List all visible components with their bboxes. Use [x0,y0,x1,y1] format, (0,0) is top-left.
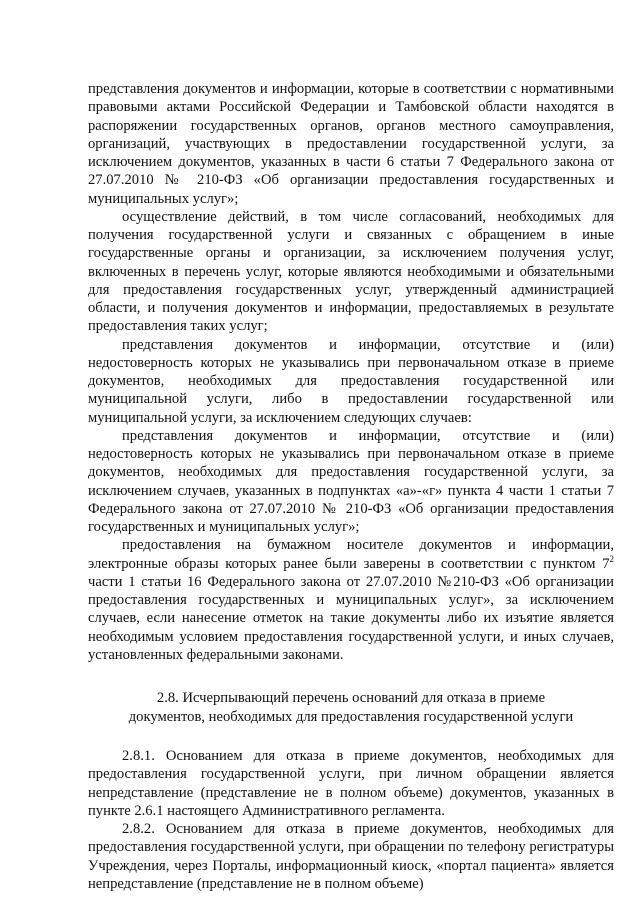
paragraph-documents-exceptions: представления документов и информации, отсутствие и (или) недостоверность которых не указывались при первоначальном отказе в приеме документов, необходимых для предоставления государственной услуги, за исключением случаев, указанных в подпунктах «а»-«г» пункта 4 части 1 статьи 7 Федерального закона от 27.07.2010 № 210-ФЗ «Об организации предоставления государственных и муниципальных услуг»; [88,427,614,535]
paragraph-documents-refusal: представления документов и информации, отсутствие и (или) недостоверность которых не указывались при первоначальном отказе в приеме документов, необходимых для предоставления государственной или муниципальной услуги, либо в предоставлении государственной или муниципальной услуги, за исключением следующих случаев: [88,336,614,426]
paragraph-actions: осуществление действий, в том числе согласований, необходимых для получения государственной услуги и связанных с обращением в иные государственные органы и организации, за исключением получения услуг, включенных в перечень услуг, которые являются необходимыми и обязательными для предоставления государственных услуг, утвержденный администрацией области, и получения документов и информации, предоставляемых в результате предоставления таких услуг; [88,208,614,335]
section-heading-line-1: 2.8. Исчерпывающий перечень оснований для отказа в приеме [156,690,546,706]
paragraph-2-8-1: 2.8.1. Основанием для отказа в приеме документов, необходимых для предоставления государственной услуги, при личном обращении является непредставление (представление не в полном объеме) документов, указанных в пункте 2.6.1 настоящего Административного регламента. [88,748,614,819]
section-heading [88,689,614,726]
paragraph-paper-text-after: части 1 статьи 16 Федерального закона от 27.07.2010 №210-ФЗ «Об организации предоставления государственных и муниципальных услуг», за исключением случаев, если нанесение отметок на такие документы либо их изъятие является необходимым условием предоставления государственной услуги, и иных случаев, установленных федеральными законами. [88,573,614,663]
paragraph-continuation: представления документов и информации, которые в соответствии с нормативными правовыми актами Российской Федерации и Тамбовской области находятся в распоряжении государственных органов, органов местного самоуправления, организаций, участвующих в предоставлении государственной услуги, за исключением документов, указанных в части 6 статьи 7 Федерального закона от 27.07.2010 № 210-ФЗ «Об организации предоставления государственных и муниципальных услуг»; [88,81,614,207]
document-page [88,80,614,893]
paragraph-paper-text-before: предоставления на бумажном носителе документов и информации, электронные образы которых ранее были заверены в соответствии с пунктом 7 [88,537,614,572]
section-heading-line-2: документов, необходимых для предоставления государственной услуги [128,708,574,725]
superscript-number: 2 [609,553,614,564]
paragraph-2-8-2: 2.8.2. Основанием для отказа в приеме документов, необходимых для предоставления государственной услуги, при обращении по телефону регистратуры Учреждения, через Порталы, информационный киоск, «портал пациента» является непредставление (представление не в полном объеме) [88,821,614,892]
paragraph-paper-documents [88,536,614,664]
